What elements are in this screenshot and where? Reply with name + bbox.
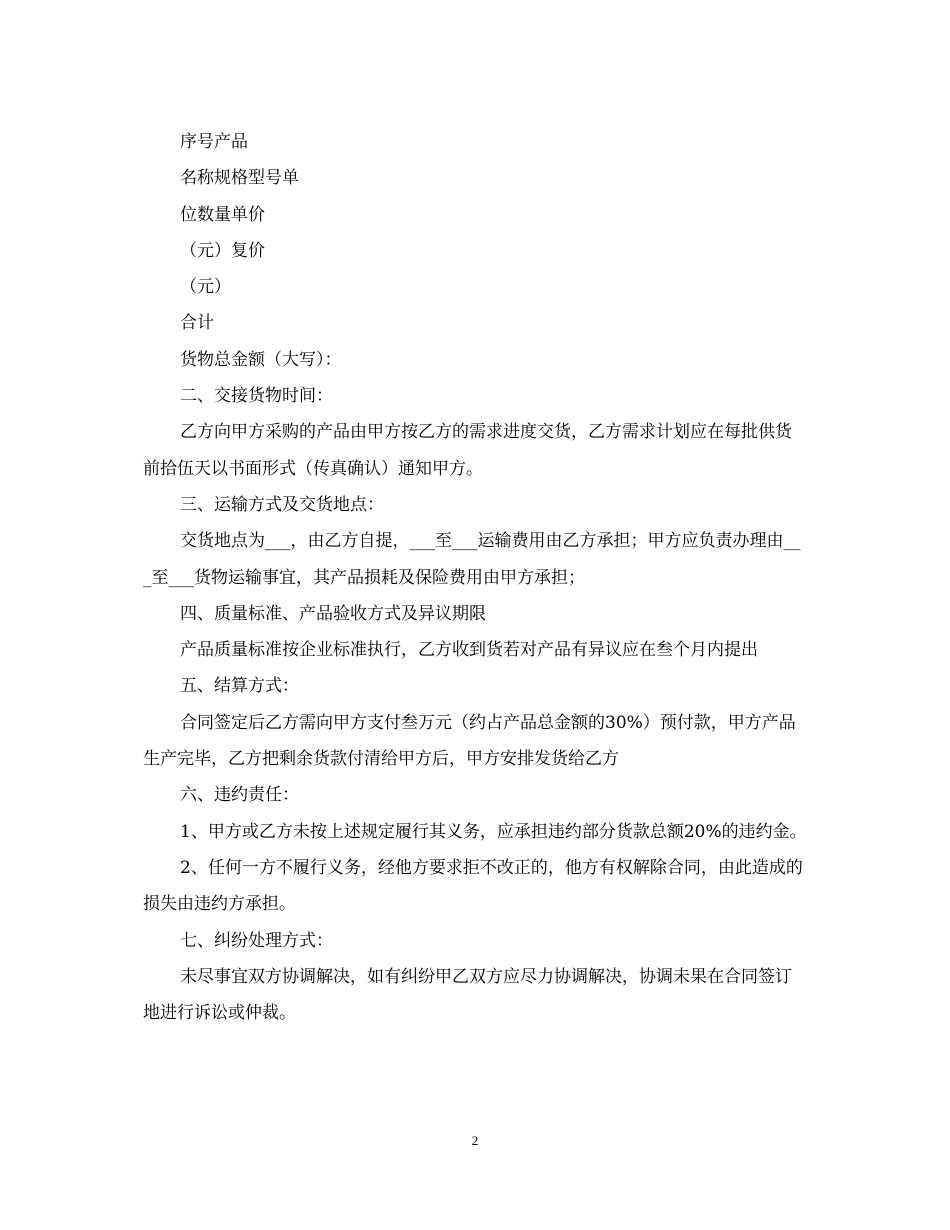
paragraph-quality: 产品质量标准按企业标准执行，乙方收到货若对产品有异议应在叁个月内提出	[180, 640, 758, 661]
page-number: 2	[471, 1133, 479, 1148]
paragraph-dispute: 未尽事宜双方协调解决，如有纠纷甲乙双方应尽力协调解决，协调未果在合同签订地进行诉讼或仲裁。	[143, 966, 792, 1024]
paragraph-header-price: （元）复价	[180, 240, 265, 261]
paragraph-liability-2: 2、任何一方不履行义务，经他方要求拒不改正的，他方有权解除合同，由此造成的损失由违约方承担。	[143, 857, 803, 915]
document-body	[143, 124, 808, 1031]
paragraph-total: 合计	[180, 313, 214, 334]
section-heading-settlement: 五、结算方式：	[180, 676, 299, 697]
paragraph-settlement: 合同签定后乙方需向甲方支付叁万元（约占产品总金额的30%）预付款，甲方产品生产完毕，乙方把剩余货款付清给甲方后，甲方安排发货给乙方	[143, 712, 796, 770]
paragraph-liability-1: 1、甲方或乙方未按上述规定履行其义务，应承担违约部分货款总额20%的违约金。	[180, 821, 807, 842]
paragraph-delivery-time: 乙方向甲方采购的产品由甲方按乙方的需求进度交货，乙方需求计划应在每批供货前拾伍天以书面形式（传真确认）通知甲方。	[143, 422, 792, 479]
paragraph-header-index: 序号产品	[180, 132, 248, 152]
paragraph-total-amount: 货物总金额（大写）：	[180, 349, 342, 370]
section-heading-liability: 六、违约责任：	[180, 785, 299, 806]
section-heading-transport: 三、运输方式及交货地点：	[180, 494, 384, 515]
section-heading-dispute: 七、纠纷处理方式：	[180, 930, 333, 951]
paragraph-header-unit: 位数量单价	[180, 204, 265, 225]
section-heading-delivery-time: 二、交接货物时间：	[180, 386, 333, 407]
paragraph-header-name: 名称规格型号单	[180, 168, 299, 189]
section-heading-quality: 四、质量标准、产品验收方式及异议期限	[180, 603, 486, 624]
paragraph-header-yuan: （元）	[180, 277, 231, 298]
paragraph-transport: 交货地点为___，由乙方自提，___至___运输费用由乙方承担；甲方应负责办理由___至___货物运输事宜，其产品损耗及保险费用由甲方承担；	[143, 531, 801, 588]
